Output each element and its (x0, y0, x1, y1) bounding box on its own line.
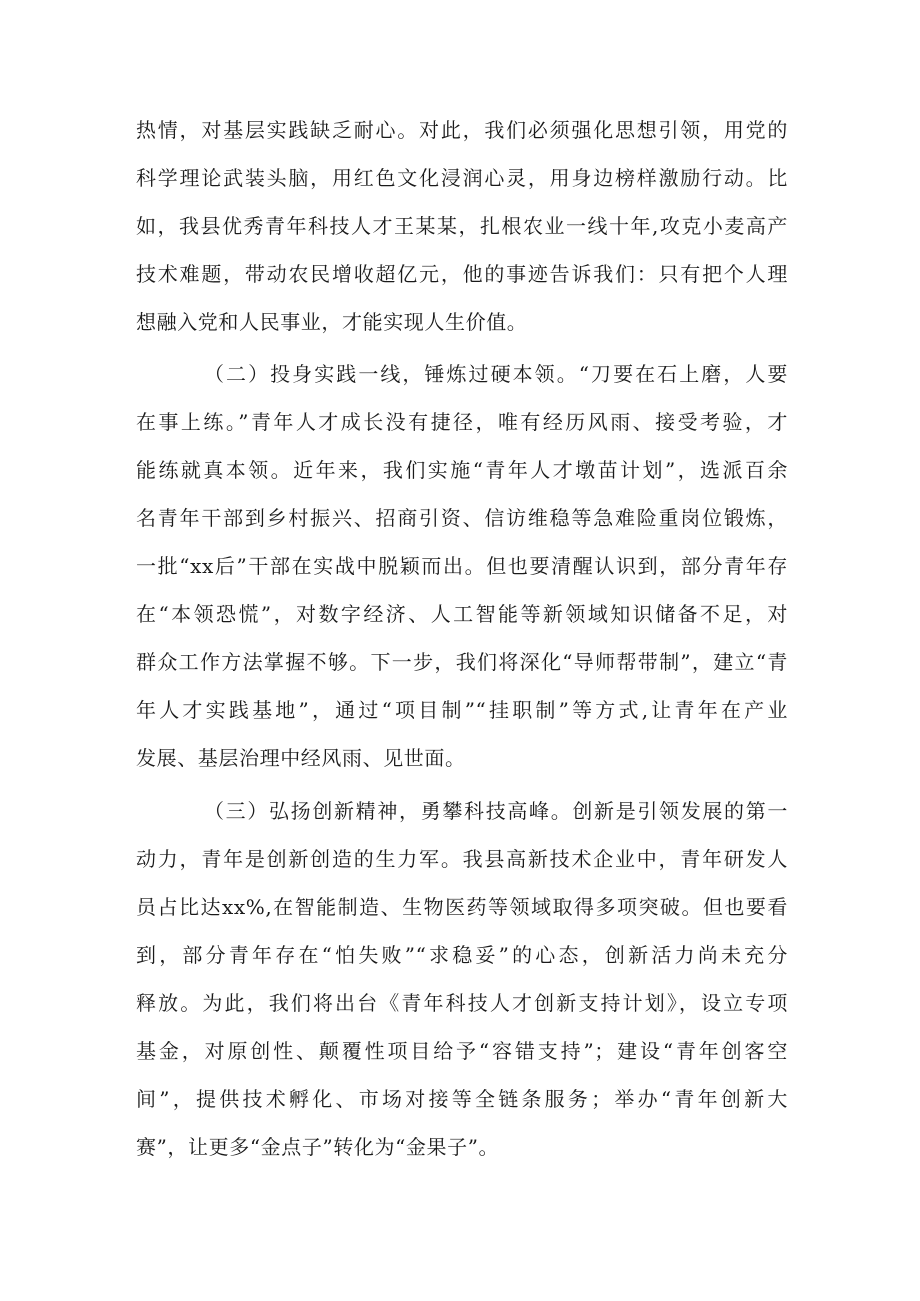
text-line: 基金，对原创性、颠覆性项目给予“容错支持”；建设“青年创客空 (136, 1039, 788, 1063)
paragraph-section-two (136, 350, 788, 782)
text-line: 热情，对基层实践缺乏耐心。对此，我们必须强化思想引领，用党的 (136, 118, 788, 142)
text-line: 间”，提供技术孵化、市场对接等全链条服务；举办“青年创新大 (136, 1087, 788, 1111)
text-line: 群众工作方法掌握不够。下一步，我们将深化“导师帮带制”，建立“青 (136, 650, 788, 674)
section-heading-line: （二）投身实践一线，锤炼过硬本领。“刀要在石上磨，人要 (204, 362, 788, 386)
text-line: 能练就真本领。近年来，我们实施“青年人才墩苗计划”，选派百余 (136, 458, 788, 482)
paragraph-continuation (136, 106, 788, 346)
text-line: 到，部分青年存在“怕失败”“求稳妥”的心态，创新活力尚未充分 (136, 943, 788, 967)
text-line: 想融入党和人民事业，才能实现人生价值。 (136, 310, 528, 334)
paragraph-section-three (136, 787, 788, 1171)
text-line: 在事上练。”青年人才成长没有捷径，唯有经历风雨、接受考验，才 (136, 410, 788, 434)
text-line: 名青年干部到乡村振兴、招商引资、信访维稳等急难险重岗位锻炼， (136, 506, 788, 530)
text-line: 一批“xx后”干部在实战中脱颖而出。但也要清醒认识到，部分青年存 (136, 554, 788, 578)
text-line: 在“本领恐慌”，对数字经济、人工智能等新领域知识储备不足，对 (136, 602, 788, 626)
text-line: 释放。为此，我们将出台《青年科技人才创新支持计划》，设立专项 (136, 991, 788, 1015)
text-line: 发展、基层治理中经风雨、见世面。 (136, 746, 466, 770)
text-line: 技术难题，带动农民增收超亿元，他的事迹告诉我们：只有把个人理 (136, 262, 788, 286)
text-line: 科学理论武装头脑，用红色文化浸润心灵，用身边榜样激励行动。比 (136, 166, 788, 190)
text-line: 赛”，让更多“金点子”转化为“金果子”。 (136, 1135, 500, 1159)
text-line: 员占比达xx%,在智能制造、生物医药等领域取得多项突破。但也要看 (136, 895, 788, 919)
section-heading-line: （三）弘扬创新精神，勇攀科技高峰。创新是引领发展的第一 (204, 799, 788, 823)
text-line: 如，我县优秀青年科技人才王某某，扎根农业一线十年,攻克小麦高产 (136, 214, 788, 238)
text-line: 年人才实践基地”，通过“项目制”“挂职制”等方式,让青年在产业 (136, 698, 788, 722)
text-line: 动力，青年是创新创造的生力军。我县高新技术企业中，青年研发人 (136, 847, 788, 871)
